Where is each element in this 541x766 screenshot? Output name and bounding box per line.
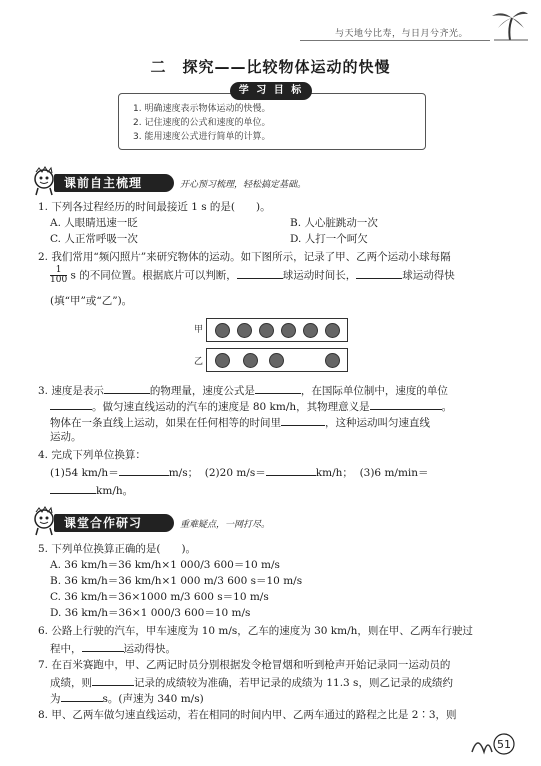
q1-option-d: D. 人打一个呵欠 (290, 233, 368, 245)
q2-line-3: (填“甲”或“乙”)。 (50, 295, 133, 307)
header-band (300, 24, 490, 41)
row-label-jia: 甲 (194, 325, 204, 335)
q3-line-3: 物体在一条直线上运动，如果在任何相等的时间里 ，这种运动叫匀速直线 (50, 414, 430, 430)
page-title: 二 探究——比较物体运动的快慢 (150, 58, 391, 76)
q1-option-b: B. 人心脏跳动一次 (290, 217, 378, 229)
q3-line-4: 运动。 (50, 431, 82, 443)
q5-option-c: C. 36 km/h＝36×1000 m/3 600 s＝10 m/s (50, 591, 269, 603)
learning-goals-badge: 学 习 目 标 (230, 82, 312, 100)
row-label-yi: 乙 (194, 357, 204, 367)
palm-tree-icon (488, 6, 530, 42)
section-note: 重难疑点，一网打尽。 (180, 520, 271, 530)
q4-line-3: km/h。 (50, 482, 133, 498)
section-heading: 课堂合作研习 (54, 514, 174, 532)
page-number-badge (470, 730, 516, 758)
section-note: 开心预习梳理，轻松搞定基础。 (180, 180, 307, 190)
q5-stem: 5. 下列单位换算正确的是( )。 (38, 543, 197, 555)
answer-blank[interactable] (104, 382, 150, 394)
strobe-row-yi (206, 348, 348, 372)
q7-line-2: 成绩，则 记录的成绩较为准确，若甲记录的成绩为 11.3 s，则乙记录的成绩约 (50, 674, 453, 690)
q6-line-1: 6. 公路上行驶的汽车，甲车速度为 10 m/s，乙车的速度为 30 km/h，则在甲、乙两车行驶过 (38, 625, 473, 637)
ball (325, 323, 340, 338)
q3-line-2: 。做匀速直线运动的汽车的速度是 80 km/h，其物理意义是 。 (50, 398, 452, 414)
answer-blank[interactable] (50, 482, 96, 494)
ball (215, 323, 230, 338)
goal-item: 2. 记住速度的公式和速度的单位。 (133, 118, 271, 128)
q1-option-a: A. 人眼睛迅速一眨 (50, 217, 138, 229)
ball (243, 353, 258, 368)
q7-line-3: 为 s。(声速为 340 m/s) (50, 690, 204, 706)
q5-option-a: A. 36 km/h＝36 km/h×1 000/3 600＝10 m/s (50, 559, 280, 571)
ball (303, 323, 318, 338)
answer-blank[interactable] (266, 464, 316, 476)
learning-goals-box (118, 93, 426, 150)
answer-blank[interactable] (50, 398, 92, 410)
answer-blank[interactable] (237, 267, 283, 279)
goal-item: 3. 能用速度公式进行简单的计算。 (133, 132, 271, 142)
q1-stem: 1. 下列各过程经历的时间最接近 1 s 的是( )。 (38, 201, 271, 213)
q4-line-1: 4. 完成下列单位换算： (38, 449, 146, 461)
q4-line-2: (1)54 km/h＝ m/s； (2)20 m/s＝ km/h； (3)6 m/min＝ (50, 464, 429, 480)
ball (325, 353, 340, 368)
q1-option-c: C. 人正常呼吸一次 (50, 233, 138, 245)
goal-item: 1. 明确速度表示物体运动的快慢。 (133, 104, 271, 114)
q7-line-1: 7. 在百米赛跑中，甲、乙两记时员分别根据发令枪冒烟和听到枪声开始记录同一运动员的 (38, 659, 451, 671)
q6-line-2: 程中， 运动得快。 (50, 640, 176, 656)
ball (281, 323, 296, 338)
strobe-row-jia (206, 318, 348, 342)
answer-blank[interactable] (370, 398, 442, 410)
q2-line-2: $\frac{1}{100}$ s 的不同位置。根据底片可以判断， 球运动时间长， 球运动得快 (50, 265, 455, 285)
q8-line-1: 8. 甲、乙两车做匀速直线运动，若在相同的时间内甲、乙两车通过的路程之比是 2∶3，则 (38, 709, 457, 721)
answer-blank[interactable] (82, 640, 124, 652)
q5-option-d: D. 36 km/h＝36×1 000/3 600＝10 m/s (50, 607, 251, 619)
answer-blank[interactable] (61, 690, 103, 702)
header-motto: 与天地兮比寿，与日月兮齐光。 (334, 29, 468, 39)
ball (269, 353, 284, 368)
ball (259, 323, 274, 338)
answer-blank[interactable] (356, 267, 402, 279)
ball (215, 353, 230, 368)
answer-blank[interactable] (255, 382, 301, 394)
answer-blank[interactable] (281, 414, 325, 426)
fraction: $\frac{1}{100}$ (50, 265, 68, 285)
q3-line-1: 3. 速度是表示 的物理量，速度公式是 ，在国际单位制中，速度的单位 (38, 382, 448, 398)
q2-line-1: 2. 我们常用“频闪照片”来研究物体的运动。如下图所示，记录了甲、乙两个运动小球每隔 (38, 251, 451, 263)
page-number: 51 (497, 738, 511, 751)
section-heading: 课前自主梳理 (54, 174, 174, 192)
q5-option-b: B. 36 km/h＝36 km/h×1 000 m/3 600 s＝10 m/s (50, 575, 303, 587)
ball (237, 323, 252, 338)
answer-blank[interactable] (119, 464, 169, 476)
answer-blank[interactable] (92, 674, 134, 686)
